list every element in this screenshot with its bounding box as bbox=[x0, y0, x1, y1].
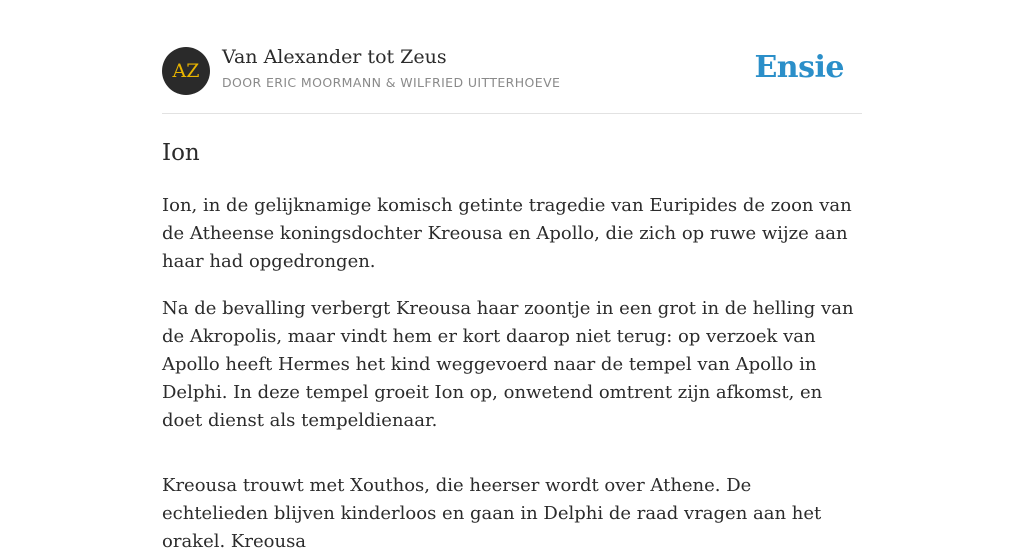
entry-title: Ion bbox=[162, 140, 200, 166]
entry-body bbox=[162, 192, 862, 556]
entry-paragraph: Ion, in de gelijknamige komisch getinte tragedie van Euripides de zoon van de Atheense koningsdochter Kreousa en Apollo, die zich op ruwe wijze aan haar had opgedrongen. bbox=[162, 195, 852, 272]
ensie-logo[interactable]: Ensie bbox=[754, 50, 844, 85]
entry-paragraph: Kreousa trouwt met Xouthos, die heerser wordt over Athene. De echtelieden blijven kinderloos en gaan in Delphi de raad vragen aan het orakel. Kreousa bbox=[162, 475, 822, 552]
header bbox=[162, 0, 862, 114]
page bbox=[162, 0, 862, 552]
book-authors: DOOR ERIC MOORMANN & WILFRIED UITTERHOEVE bbox=[222, 75, 561, 90]
entry-paragraph: Na de bevalling verbergt Kreousa haar zoontje in een grot in de helling van de Akropolis, maar vindt hem er kort daarop niet terug: op verzoek van Apollo heeft Hermes het kind weggevoerd naar de tempel van Apollo in Delphi. In deze tempel groeit Ion op, onwetend omtrent zijn afkomst, en doet dienst als tempeldienaar. bbox=[162, 298, 854, 431]
avatar[interactable]: AZ bbox=[162, 47, 210, 95]
book-title[interactable]: Van Alexander tot Zeus bbox=[222, 46, 447, 68]
